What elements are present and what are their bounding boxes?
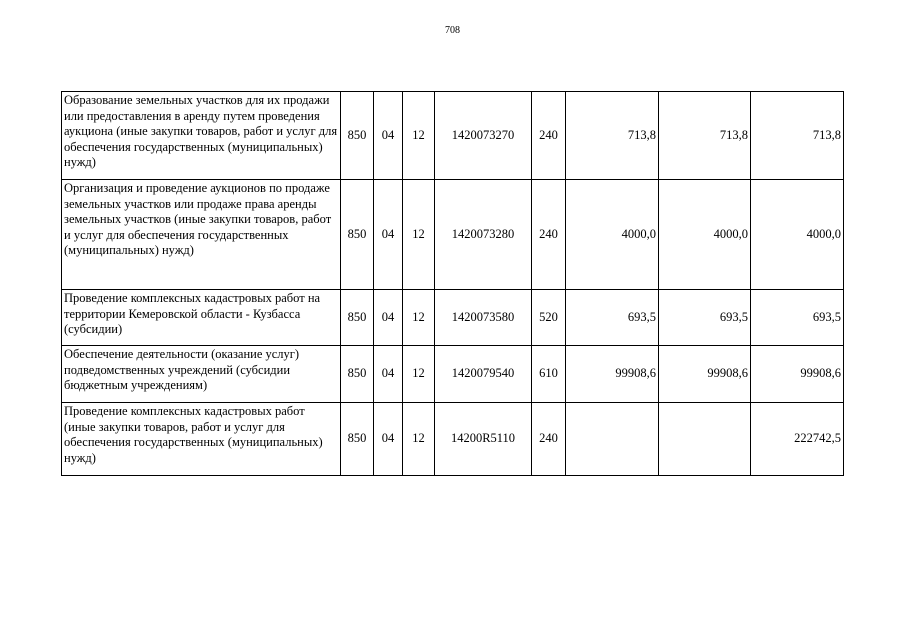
amount-year-1: 99908,6 — [566, 346, 659, 403]
section-code: 04 — [374, 92, 403, 180]
amount-year-1: 4000,0 — [566, 180, 659, 290]
amount-year-2 — [659, 403, 751, 476]
grbs-code: 850 — [341, 92, 374, 180]
amount-year-1: 693,5 — [566, 290, 659, 346]
section-code: 04 — [374, 403, 403, 476]
amount-year-2: 693,5 — [659, 290, 751, 346]
amount-year-2: 99908,6 — [659, 346, 751, 403]
subsection-code: 12 — [403, 92, 435, 180]
amount-year-3: 99908,6 — [751, 346, 844, 403]
amount-year-2: 713,8 — [659, 92, 751, 180]
subsection-code: 12 — [403, 290, 435, 346]
grbs-code: 850 — [341, 290, 374, 346]
table-row — [62, 92, 844, 180]
table-row — [62, 290, 844, 346]
row-description: Образование земельных участков для их продажи или предоставления в аренду путем проведения аукциона (иные закупки товаров, работ и услуг для обеспечения государственных (муниципальных) нужд) — [62, 92, 341, 180]
amount-year-3: 4000,0 — [751, 180, 844, 290]
table-row — [62, 180, 844, 290]
section-code: 04 — [374, 290, 403, 346]
subsection-code: 12 — [403, 180, 435, 290]
grbs-code: 850 — [341, 403, 374, 476]
target-article-code: 1420073580 — [435, 290, 532, 346]
amount-year-2: 4000,0 — [659, 180, 751, 290]
row-description: Обеспечение деятельности (оказание услуг) подведомственных учреждений (субсидии бюджетным учреждениям) — [62, 346, 341, 403]
target-article-code: 1420073280 — [435, 180, 532, 290]
expense-type-code: 240 — [532, 403, 566, 476]
budget-table — [61, 91, 844, 476]
table-row — [62, 403, 844, 476]
amount-year-3: 713,8 — [751, 92, 844, 180]
target-article-code: 1420073270 — [435, 92, 532, 180]
amount-year-3: 222742,5 — [751, 403, 844, 476]
expense-type-code: 240 — [532, 92, 566, 180]
expense-type-code: 610 — [532, 346, 566, 403]
section-code: 04 — [374, 346, 403, 403]
row-description: Проведение комплексных кадастровых работ (иные закупки товаров, работ и услуг для обеспечения государственных (муниципальных) нужд) — [62, 403, 341, 476]
target-article-code: 14200R5110 — [435, 403, 532, 476]
section-code: 04 — [374, 180, 403, 290]
row-description: Проведение комплексных кадастровых работ на территории Кемеровской области - Кузбасса (субсидии) — [62, 290, 341, 346]
table-row — [62, 346, 844, 403]
expense-type-code: 520 — [532, 290, 566, 346]
grbs-code: 850 — [341, 346, 374, 403]
amount-year-1 — [566, 403, 659, 476]
subsection-code: 12 — [403, 346, 435, 403]
amount-year-1: 713,8 — [566, 92, 659, 180]
expense-type-code: 240 — [532, 180, 566, 290]
amount-year-3: 693,5 — [751, 290, 844, 346]
target-article-code: 1420079540 — [435, 346, 532, 403]
page-number: 708 — [445, 25, 460, 36]
grbs-code: 850 — [341, 180, 374, 290]
row-description: Организация и проведение аукционов по продаже земельных участков или продаже права аренды земельных участков (иные закупки товаров, работ и услуг для обеспечения государственных (муниципальных) нужд) — [62, 180, 341, 290]
subsection-code: 12 — [403, 403, 435, 476]
